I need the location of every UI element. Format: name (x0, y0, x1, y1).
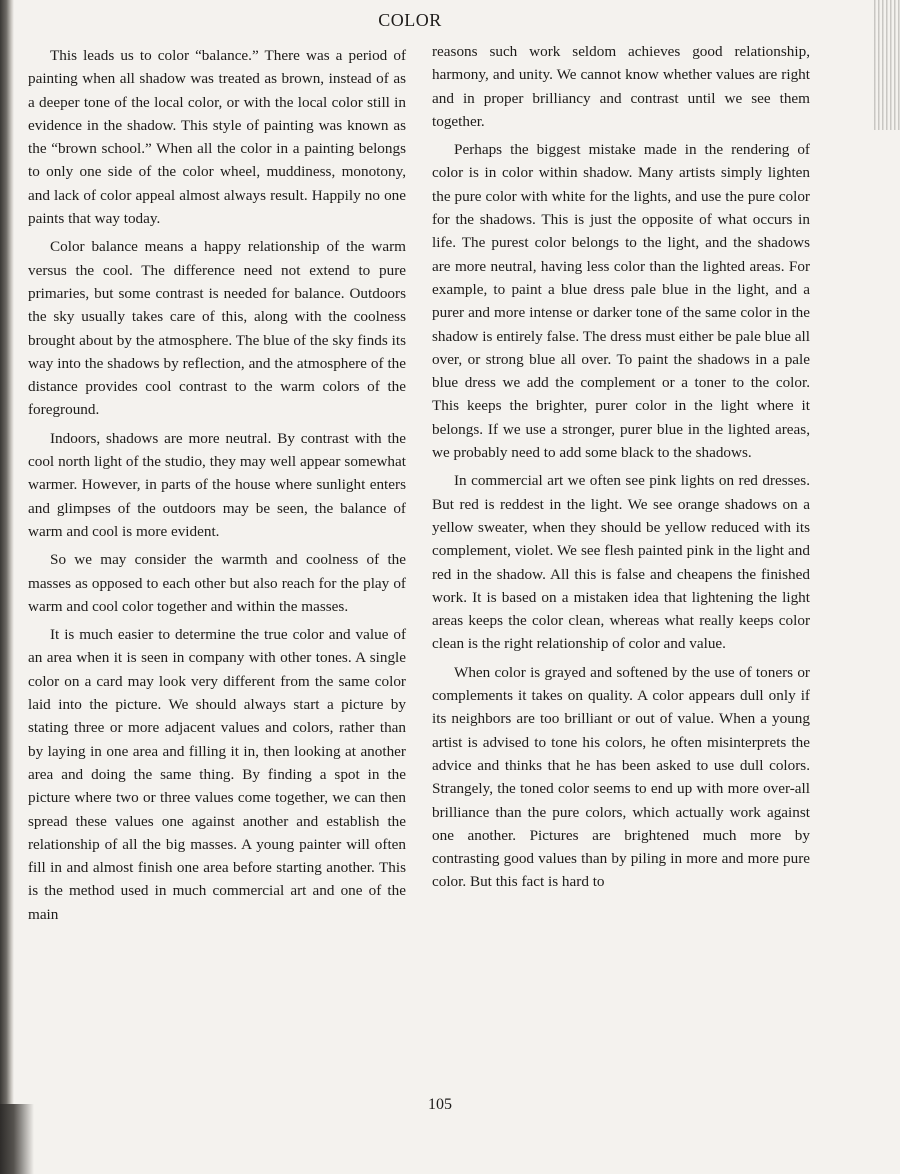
paragraph: This leads us to color “balance.” There was a period of painting when all shadow was treated as brown, instead of as a deeper tone of the local color, or with the local color still in evidence in the shadow. This style of painting was known as the “brown school.” When all the color in a painting belongs to only one side of the color wheel, muddiness, monotony, and lack of color appeal almost always result. Happily no one paints that way today. (28, 47, 406, 228)
scan-binding-shadow (0, 0, 14, 1174)
left-column (28, 44, 406, 931)
paragraph: Perhaps the biggest mistake made in the rendering of color is in color within shadow. Many artists simply lighten the pure color with white for the lights, and use the pure color for the shadows. This is just the opposite of what occurs in life. The purest color belongs to the light, and the shadows are more neutral, having less color than the lighted areas. For example, to paint a blue dress pale blue in the light, and a purer and more intense or darker tone of the same color in the shadow is entirely false. The dress must either be pale blue all over, or strong blue all over. To paint the shadows in a pale blue dress we add the complement or a toner to the color. This keeps the brighter, purer color in the light where it belongs. If we use a stronger, purer blue in the lighted areas, we probably need to add some black to the shadows. (432, 141, 810, 462)
paragraph-continued: reasons such work seldom achieves good relationship, harmony, and unity. We cannot know whether values are right and in proper brilliancy and contrast until we see them together. (432, 43, 810, 130)
scan-corner-shadow (0, 1104, 34, 1174)
paragraph: In commercial art we often see pink lights on red dresses. But red is reddest in the light. We see orange shadows on a yellow sweater, when they should be yellow reduced with its complement, violet. We see flesh painted pink in the light and red in the shadow. All this is false and cheapens the finished work. It is based on a mistaken idea that lightening the light areas keeps the color clean, whereas what really keeps color clean is the right relationship of color and value. (432, 472, 810, 653)
paragraph: When color is grayed and softened by the use of toners or complements it takes on quality. A color appears dull only if its neighbors are too brilliant or out of value. When a young artist is advised to tone his colors, he often misinterprets the advice and thinks that he has been asked to use dull colors. Strangely, the toned color seems to end up with more over-all brilliance than the pure colors, which actually work against one another. Pictures are brightened much more by contrasting good values than by piling in more and more pure color. But this fact is hard to (432, 663, 810, 891)
paragraph: So we may consider the warmth and coolness of the masses as opposed to each other but also reach for the play of warm and cool color together and within the masses. (28, 551, 406, 615)
paragraph: Indoors, shadows are more neutral. By contrast with the cool north light of the studio, they may well appear somewhat warmer. However, in parts of the house where sunlight enters and glimpses of the outdoors may be seen, the balance of warm and cool is more evident. (28, 429, 406, 540)
paragraph: It is much easier to determine the true color and value of an area when it is seen in company with other tones. A single color on a card may look very different from the same color laid into the picture. We should always start a picture by stating three or more adjacent values and colors, rather than by laying in one area and filling it in, then looking at another area and doing the same thing. By finding a spot in the picture where two or three values come together, we can then spread these values one against another and establish the relationship of all the big masses. A young painter will often fill in and almost finish one area before starting another. This is the method used in much commercial art and one of the main (28, 626, 406, 923)
right-column (432, 40, 810, 899)
running-head: COLOR (378, 10, 442, 30)
paragraph: Color balance means a happy relationship of the warm versus the cool. The difference need not extend to pure primaries, but some contrast is needed for balance. Outdoors the sky usually takes care of this, along with the coolness brought about by the atmosphere. The blue of the sky finds its way into the shadows by reflection, and the atmosphere of the distance provides cool contrast to the warm colors of the foreground. (28, 238, 406, 419)
page-number: 105 (428, 1096, 452, 1113)
scan-edge-artifact (874, 0, 900, 130)
